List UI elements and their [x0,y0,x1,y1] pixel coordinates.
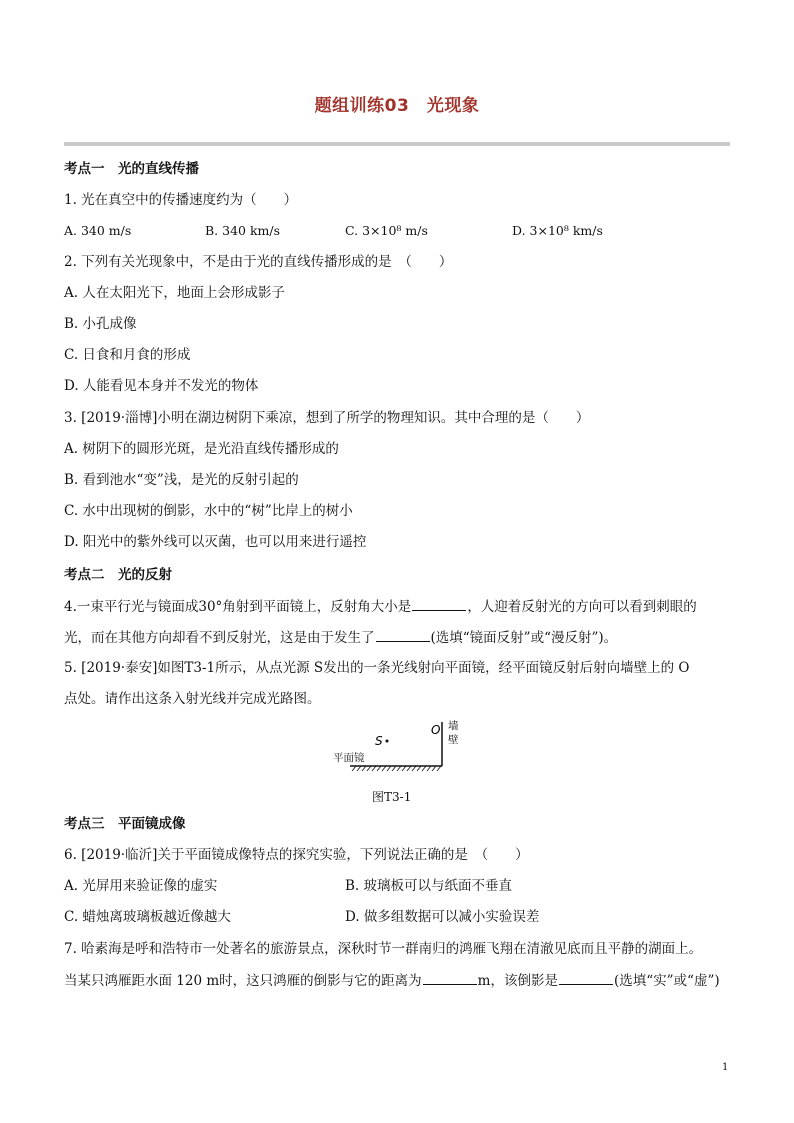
answer-blank[interactable] [423,971,477,985]
question-7-line-1: 7. 哈素海是呼和浩特市一处著名的旅游景点，深秋时节一群南归的鸿雁飞翔在清澈见底而且平静的湖面上。 [64,941,703,957]
question-3-stem: 3. [2019·淄博]小明在湖边树阴下乘凉，想到了所学的物理知识。其中合理的是（ ） [64,410,590,426]
question-7-text-2a: 当某只鸿雁距水面 120 m时，这只鸿雁的倒影与它的距离为 [64,973,422,989]
label-o: O [431,723,441,737]
question-4-text-1a: 4.一束平行光与镜面成30°角射到平面镜上，反射角大小是 [64,599,412,615]
answer-blank[interactable] [412,597,466,611]
question-2-stem: 2. 下列有关光现象中，不是由于光的直线传播形成的是 （ ） [64,254,453,270]
question-3-option-d: D. 阳光中的紫外线可以灭菌，也可以用来进行遥控 [64,534,367,550]
question-1-option-c: C. 3×10⁸ m/s [345,223,428,238]
title-divider [64,142,730,146]
question-6-option-b: B. 玻璃板可以与纸面不垂直 [345,878,513,894]
question-7-text-2b: m，该倒影是 [477,973,558,989]
question-4-text-1b: ，人迎着反射光的方向可以看到刺眼的 [467,599,697,615]
question-2-option-a: A. 人在太阳光下，地面上会形成影子 [64,285,285,301]
answer-blank[interactable] [559,971,613,985]
section-heading-3: 考点三 平面镜成像 [64,816,186,832]
question-4-text-2b: (选填“镜面反射”或“漫反射”)。 [430,630,618,646]
section-heading-1: 考点一 光的直线传播 [64,161,199,177]
question-6-stem: 6. [2019·临沂]关于平面镜成像特点的探究实验，下列说法正确的是 （ ） [64,847,529,863]
question-4-text-2a: 光，而在其他方向却看不到反射光，这是由于发生了 [64,630,375,646]
page-title: 题组训练03 光现象 [314,96,480,116]
question-4-line-2 [64,628,617,647]
question-6-option-c: C. 蜡烛离玻璃板越近像越大 [64,909,231,925]
question-4-line-1 [64,597,697,616]
question-7-text-2c: (选填“实”或“虚”) [613,973,720,989]
figure-t3-1 [330,718,460,776]
label-mirror: 平面镜 [333,752,365,764]
question-1-option-a: A. 340 m/s [64,223,132,238]
section-heading-2: 考点二 光的反射 [64,567,172,583]
question-5-line-1: 5. [2019·泰安]如图T3-1所示，从点光源 S发出的一条光线射向平面镜，经平面镜反射后射向墙壁上的 O [64,660,690,676]
question-2-option-b: B. 小孔成像 [64,316,137,332]
question-3-option-c: C. 水中出现树的倒影，水中的“树”比岸上的树小 [64,503,353,519]
question-3-option-b: B. 看到池水“变”浅，是光的反射引起的 [64,472,299,488]
light-source-point [386,740,389,743]
question-5-line-2: 点处。请作出这条入射光线并完成光路图。 [64,691,321,707]
question-7-line-2 [64,971,720,990]
question-1-option-b: B. 340 km/s [205,223,281,238]
page-number: 1 [722,1062,729,1073]
question-2-option-c: C. 日食和月食的形成 [64,347,191,363]
question-1-option-d: D. 3×10⁸ km/s [512,223,603,238]
answer-blank[interactable] [376,628,430,642]
question-6-option-a: A. 光屏用来验证像的虚实 [64,878,218,894]
question-1-stem: 1. 光在真空中的传播速度约为（ ） [64,192,298,208]
label-wall: 墙壁 [448,720,459,746]
question-3-option-a: A. 树阴下的圆形光斑，是光沿直线传播形成的 [64,441,339,457]
question-2-option-d: D. 人能看见本身并不发光的物体 [64,378,259,394]
question-6-option-d: D. 做多组数据可以减小实验误差 [345,909,540,925]
figure-caption: 图T3-1 [372,790,412,804]
label-s: S [375,734,383,748]
